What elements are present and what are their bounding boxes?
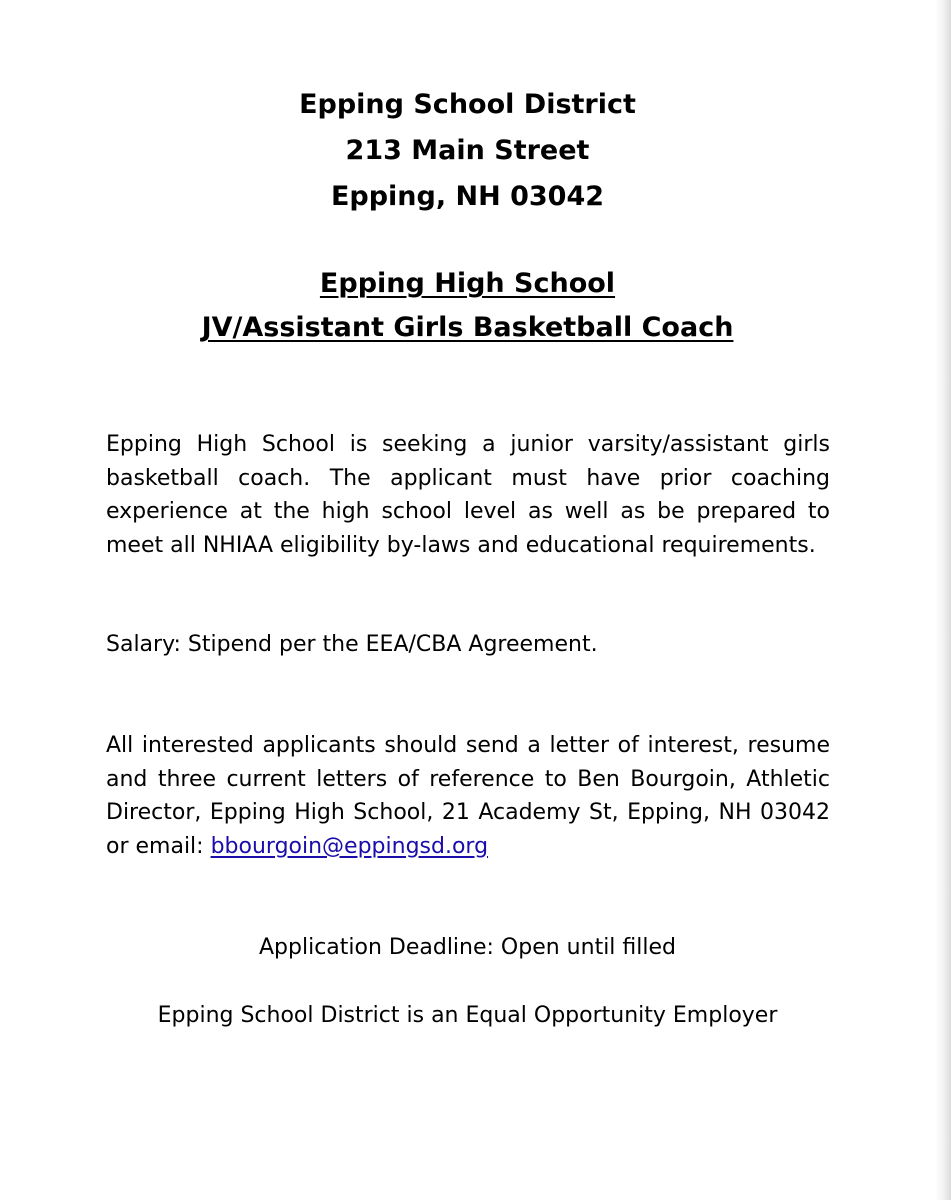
eeo-statement: Epping School District is an Equal Opportunity Employer bbox=[157, 1003, 778, 1028]
district-street: 213 Main Street bbox=[345, 135, 590, 166]
job-description: Epping High School is seeking a junior varsity/assistant girls basketball coach. The applicant must have prior coaching experience at the high school level as well as be prepared to meet all NHIAA eligibility by-laws and educational requirements. bbox=[106, 432, 830, 558]
application-text: All interested applicants should send a letter of interest, resume and three current letters of reference to Ben Bourgoin, Athletic Director, Epping High School, 21 Academy St, Epping, NH 03042 or email: bbox=[106, 733, 830, 859]
district-name: Epping School District bbox=[299, 89, 636, 120]
salary-line: Salary: Stipend per the EEA/CBA Agreement. bbox=[106, 632, 598, 657]
school-name: Epping High School bbox=[319, 268, 616, 299]
page-edge-shadow bbox=[935, 0, 951, 1200]
application-instructions bbox=[106, 729, 830, 863]
job-title-block bbox=[0, 262, 935, 350]
district-header bbox=[0, 82, 935, 220]
position-title: JV/Assistant Girls Basketball Coach bbox=[201, 312, 734, 343]
application-deadline: Application Deadline: Open until filled bbox=[258, 935, 676, 960]
district-city: Epping, NH 03042 bbox=[330, 181, 605, 212]
email-link[interactable]: bbourgoin@eppingsd.org bbox=[210, 833, 489, 859]
